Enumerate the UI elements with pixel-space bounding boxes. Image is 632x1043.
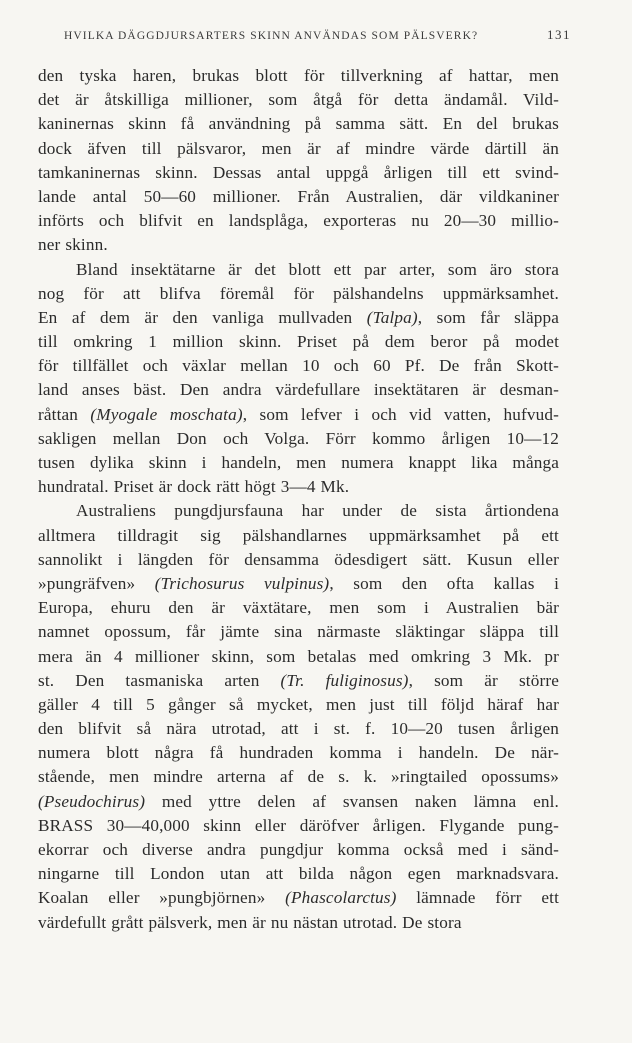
text-line: tusen dylika skinn i handeln, men numera knappt lika många	[38, 453, 559, 472]
text-line: den tyska haren, brukas blott för tillverkning af hattar, men	[38, 66, 559, 85]
scientific-name: (Talpa)	[366, 307, 418, 327]
text-line: mera än 4 millioner skinn, som betalas med omkring 3 Mk. pr	[38, 646, 559, 666]
text-line: stående, men mindre arterna af de s. k. »ringtailed opossums»	[38, 767, 559, 787]
text-line: land anses bäst. Den andra värdefullare insektätaren är desman-	[38, 380, 559, 400]
text-line: alltmera tilldragit sig pälshandlarnes uppmärksamhet på ett	[38, 525, 559, 545]
text-line: numera blott några få hundraden komma i handeln. De när-	[38, 743, 559, 763]
scientific-name: (Pseudochirus)	[38, 791, 146, 811]
scientific-name: (Trichosurus vulpinus)	[154, 573, 330, 593]
text-line: ner skinn.	[38, 235, 108, 255]
text-line: införts och blifvit en landsplåga, exporteras nu 20—30 millio-	[38, 211, 559, 231]
paragraph	[38, 499, 559, 934]
paragraph	[38, 64, 559, 258]
text-line: gäller 4 till 5 gånger så mycket, men just till följd häraf har	[38, 694, 559, 714]
text-line: sannolikt i längden för densamma ödesdigert sätt. Kusun eller	[38, 549, 559, 569]
text-line: sakligen mellan Don och Volga. Förr kommo årligen 10—12	[38, 428, 559, 448]
text-line: det är åtskilliga millioner, som åtgå för detta ändamål. Vild-	[38, 90, 559, 110]
text-line: Koalan eller »pungbjörnen» (Phascolarctus) lämnade förr ett	[38, 888, 559, 908]
text-line: värdefullt grått pälsverk, men är nu nästan utrotad. De stora	[38, 912, 462, 932]
text-line: råttan (Myogale moschata), som lefver i och vid vatten, hufvud-	[38, 404, 559, 424]
text-line: Australiens pungdjursfauna har under de sista årtiondena	[76, 501, 559, 521]
running-header	[64, 27, 571, 43]
scientific-name: (Phascolarctus)	[285, 888, 397, 908]
scientific-name: (Tr. fuliginosus)	[280, 670, 409, 690]
text-line: namnet opossum, får jämte sina närmaste släktingar släppa till	[38, 622, 559, 642]
text-line: BRASS 30—40,000 skinn eller däröfver årligen. Flygande pung-	[38, 815, 559, 835]
text-line: tamkaninernas skinn. Dessas antal uppgå årligen till ett svind-	[38, 162, 559, 182]
text-line: En af dem är den vanliga mullvaden (Talpa), som får släppa	[38, 307, 559, 327]
text-line: ekorrar och diverse andra pungdjur komma också med i sänd-	[38, 840, 559, 859]
text-line: hundratal. Priset är dock rätt högt 3—4 Mk.	[38, 477, 350, 497]
paragraph	[38, 258, 559, 500]
text-line: för tillfället och växlar mellan 10 och 60 Pf. De från Skott-	[38, 356, 559, 376]
text-line: (Pseudochirus) med yttre delen af svansen naken lämna enl.	[38, 791, 559, 811]
body-text	[38, 64, 559, 935]
text-line: st. Den tasmaniska arten (Tr. fuliginosus), som är större	[38, 670, 559, 690]
text-line: Europa, ehuru den är växtätare, men som i Australien bär	[38, 598, 559, 618]
text-line: till omkring 1 million skinn. Priset på dem beror på modet	[38, 332, 559, 352]
text-line: nog för att blifva föremål för pälshandelns uppmärksamhet.	[38, 283, 559, 303]
page-number: 131	[547, 27, 571, 42]
text-line: ningarne till London utan att bilda någon egen marknadsvara.	[38, 864, 559, 884]
text-line: dock äfven till pälsvaror, men är af mindre värde därtill än	[38, 138, 559, 158]
scientific-name: (Myogale moschata)	[90, 404, 243, 424]
text-line: kaninernas skinn få användning på samma sätt. En del brukas	[38, 114, 559, 134]
running-title: HVILKA DÄGGDJURSARTERS SKINN ANVÄNDAS SOM PÄLSVERK?	[64, 30, 479, 42]
text-line: Bland insektätarne är det blott ett par arter, som äro stora	[76, 259, 559, 279]
text-line: »pungräfven» (Trichosurus vulpinus), som den ofta kallas i	[38, 573, 559, 593]
text-line: lande antal 50—60 millioner. Från Australien, där vildkaniner	[38, 186, 559, 206]
text-line: den blifvit så nära utrotad, att i st. f. 10—20 tusen årligen	[38, 719, 559, 739]
